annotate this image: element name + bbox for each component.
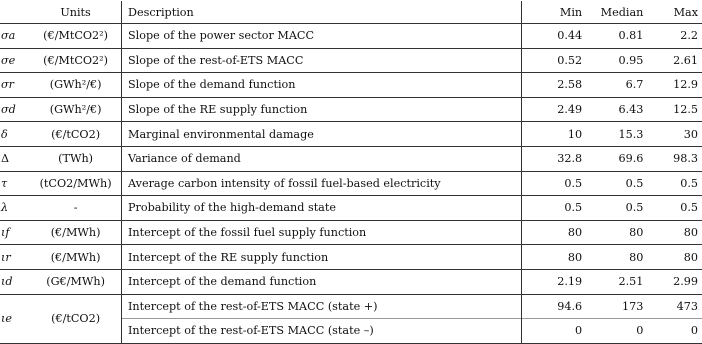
max-cell: 98.3 — [673, 152, 698, 166]
symbol-cell: τ — [1, 176, 8, 190]
min-cell: 0.5 — [522, 171, 588, 196]
description-cell: Marginal environmental damage — [122, 122, 522, 147]
min-cell: 2.19 — [522, 269, 588, 294]
min-cell: 10 — [522, 122, 588, 147]
max-cell: 0.5 — [680, 201, 698, 215]
units-cell: (€/MWh) — [50, 250, 101, 264]
symbol-cell: Δ — [1, 152, 10, 166]
min-cell: 0.52 — [522, 48, 588, 73]
description-cell: Variance of demand — [122, 146, 522, 171]
median-cell: 80 — [629, 250, 644, 264]
header-units: Units — [30, 1, 121, 24]
description-cell: Slope of the demand function — [122, 73, 522, 98]
header-min: Min — [522, 1, 588, 24]
table-row — [0, 245, 702, 270]
max-cell: 80 — [683, 250, 698, 264]
description-cell: Slope of the rest-of-ETS MACC — [122, 48, 522, 73]
table-row — [0, 220, 702, 245]
description-cell: Intercept of the rest-of-ETS MACC (state +) — [122, 294, 522, 319]
max-cell: 80 — [683, 226, 698, 240]
description-cell: Probability of the high-demand state — [122, 196, 522, 221]
table-row — [0, 24, 702, 49]
header-description: Description — [122, 1, 522, 24]
max-cell: 473 — [676, 299, 698, 313]
min-cell: 80 — [522, 220, 588, 245]
max-cell: 2.99 — [673, 275, 698, 289]
description-cell: Slope of the power sector MACC — [122, 24, 522, 49]
max-cell: 2.61 — [673, 53, 698, 67]
units-cell: (€/MtCO2²) — [43, 29, 109, 43]
header-max: Max — [649, 1, 702, 24]
parameter-table — [0, 1, 702, 344]
min-cell: 0 — [522, 319, 588, 344]
max-cell: 0 — [690, 324, 698, 338]
units-cell: (€/MtCO2²) — [43, 53, 109, 67]
min-cell: 94.6 — [522, 294, 588, 319]
units-cell: (€/tCO2) — [51, 127, 101, 141]
symbol-cell: δ — [1, 127, 8, 141]
units-cell: (GWh²/€) — [49, 78, 102, 92]
units-cell: (tCO2/MWh) — [39, 176, 112, 190]
min-cell: 2.58 — [522, 73, 588, 98]
min-cell: 0.5 — [522, 196, 588, 221]
median-cell: 0.81 — [618, 29, 644, 43]
max-cell: 30 — [683, 127, 698, 141]
symbol-cell: ιr — [1, 250, 11, 264]
median-cell: 0.95 — [618, 53, 644, 67]
units-cell: - — [73, 201, 78, 215]
table-row — [0, 196, 702, 221]
max-cell: 2.2 — [680, 29, 698, 43]
symbol-cell: ιf — [1, 226, 10, 240]
table-row — [0, 97, 702, 122]
table-row — [0, 146, 702, 171]
header-median: Median — [588, 1, 649, 24]
max-cell: 0.5 — [680, 176, 698, 190]
symbol-cell: λ — [1, 201, 9, 215]
min-cell: 80 — [522, 245, 588, 270]
median-cell: 6.7 — [625, 78, 644, 92]
description-cell: Slope of the RE supply function — [122, 97, 522, 122]
units-cell: (TWh) — [58, 152, 94, 166]
units-cell: (GWh²/€) — [49, 103, 102, 117]
median-cell: 0.5 — [625, 201, 644, 215]
table-row — [0, 73, 702, 98]
median-cell: 173 — [622, 299, 644, 313]
description-cell: Intercept of the demand function — [122, 269, 522, 294]
min-cell: 32.8 — [522, 146, 588, 171]
description-cell: Intercept of the rest-of-ETS MACC (state –) — [122, 319, 522, 344]
table-row — [0, 171, 702, 196]
description-cell: Intercept of the fossil fuel supply function — [122, 220, 522, 245]
median-cell: 69.6 — [618, 152, 644, 166]
symbol-cell: σd — [1, 103, 16, 117]
median-cell: 2.51 — [618, 275, 644, 289]
description-cell: Intercept of the RE supply function — [122, 245, 522, 270]
min-cell: 2.49 — [522, 97, 588, 122]
symbol-cell: ιe — [1, 312, 13, 326]
units-cell: (€/tCO2) — [30, 294, 121, 343]
median-cell: 6.43 — [618, 103, 644, 117]
symbol-cell: σa — [1, 29, 16, 43]
table-row — [0, 122, 702, 147]
median-cell: 80 — [629, 226, 644, 240]
median-cell: 15.3 — [618, 127, 644, 141]
symbol-cell: ιd — [1, 275, 13, 289]
header-row — [0, 1, 702, 24]
median-cell: 0 — [636, 324, 644, 338]
symbol-cell: σe — [1, 53, 16, 67]
max-cell: 12.5 — [673, 103, 698, 117]
units-cell: (€/MWh) — [50, 226, 101, 240]
table-row — [0, 269, 702, 294]
median-cell: 0.5 — [625, 176, 644, 190]
symbol-cell: σr — [1, 78, 14, 92]
header-symbol — [0, 1, 30, 24]
max-cell: 12.9 — [673, 78, 698, 92]
units-cell: (G€/MWh) — [46, 275, 105, 289]
table-row — [0, 48, 702, 73]
min-cell: 0.44 — [522, 24, 588, 49]
table-row — [0, 294, 702, 319]
description-cell: Average carbon intensity of fossil fuel-based electricity — [122, 171, 522, 196]
